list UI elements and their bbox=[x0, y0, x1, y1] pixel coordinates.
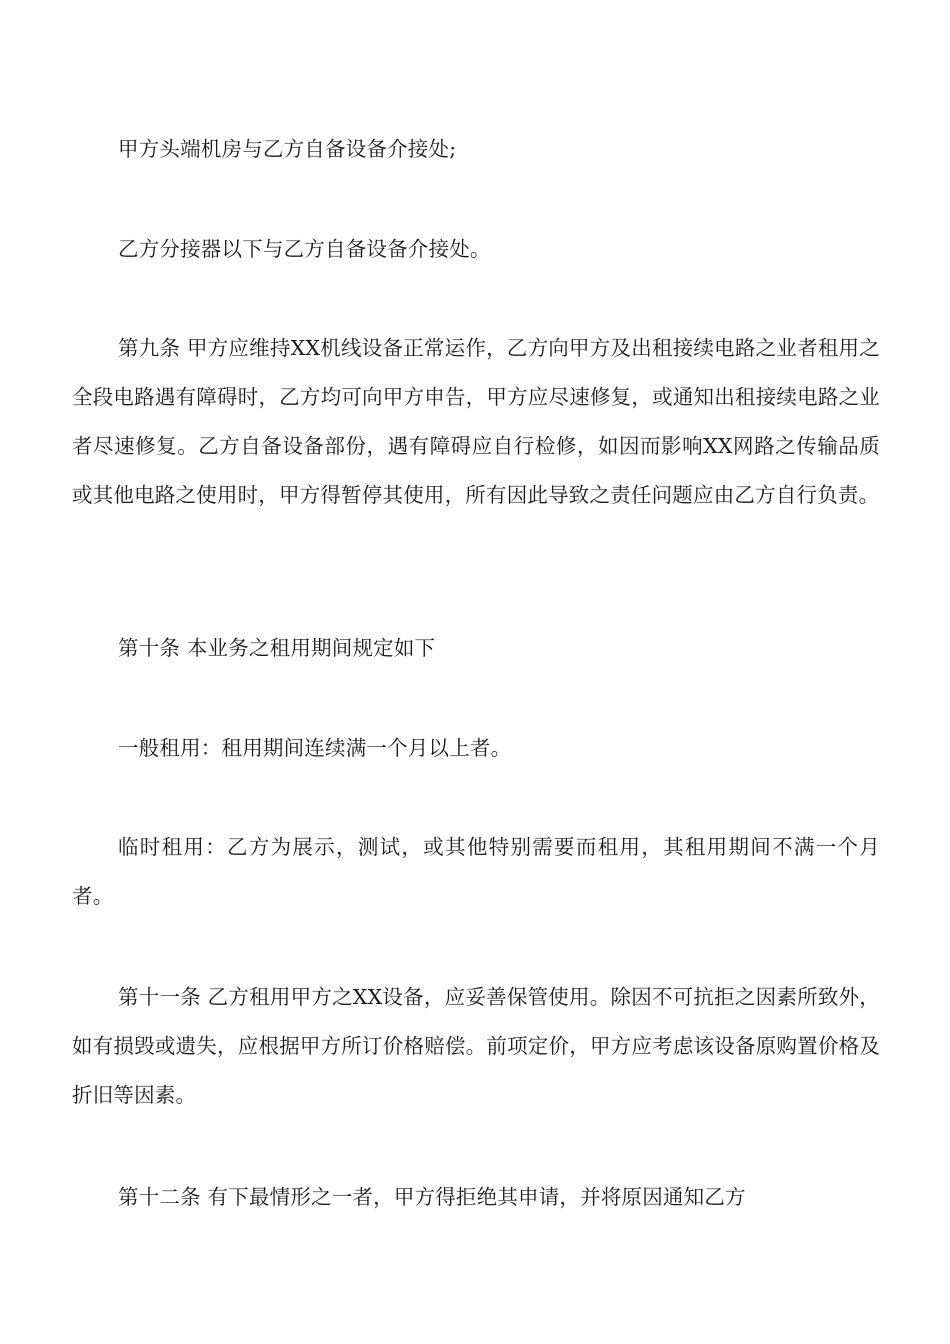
paragraph-article-9: 第九条 甲方应维持XX机线设备正常运作，乙方向甲方及出租接续电路之业者租用之全段电路遇有障碍时，乙方均可向甲方申告，甲方应尽速修复，或通知出租接续电路之业者尽速修复。乙方自备设备部份，遇有障碍应自行检修，如因而影响XX网路之传输品质或其他电路之使用时，甲方得暂停其使用，所有因此导致之责任问题应由乙方自行负责。 bbox=[72, 336, 880, 507]
paragraph-general-rental: 一般租用：租用期间连续满一个月以上者。 bbox=[118, 736, 512, 760]
paragraph-article-12: 第十二条 有下最情形之一者，甲方得拒绝其申请，并将原因通知乙方 bbox=[118, 1185, 746, 1209]
paragraph-temporary-rental: 临时租用：乙方为展示，测试，或其他特别需要而租用，其租用期间不满一个月者。 bbox=[72, 835, 880, 908]
paragraph-interface-point-headend: 甲方头端机房与乙方自备设备介接处; bbox=[118, 137, 457, 161]
paragraph-article-11: 第十一条 乙方租用甲方之XX设备，应妥善保管使用。除因不可抗拒之因素所致外，如有损毁或遗失，应根据甲方所订价格赔偿。前项定价，甲方应考虑该设备原购置价格及折旧等因素。 bbox=[72, 985, 880, 1107]
paragraph-article-10: 第十条 本业务之租用期间规定如下 bbox=[118, 636, 436, 660]
paragraph-interface-point-splitter: 乙方分接器以下与乙方自备设备介接处。 bbox=[118, 237, 491, 261]
